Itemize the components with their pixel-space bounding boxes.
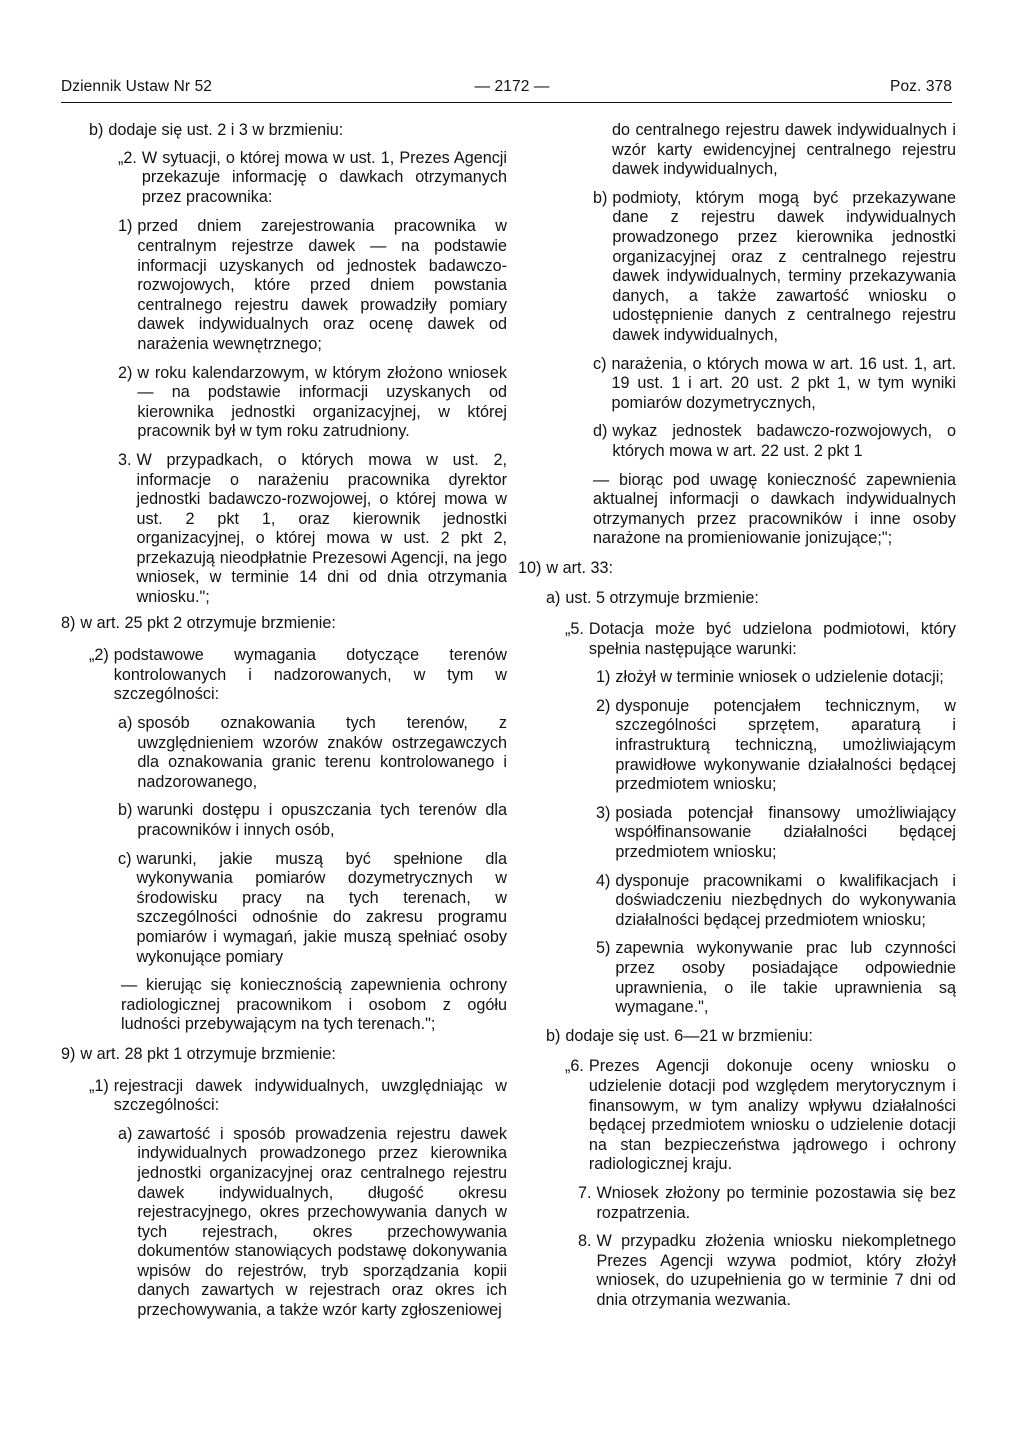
list-item: „5. Dotacja może być udzielona podmiotowi, który spełnia następujące warunki:	[565, 620, 956, 658]
list-item: 7. Wniosek złożony po terminie pozostawia się bez rozpatrzenia.	[578, 1183, 956, 1222]
page-number: — 2172 —	[474, 78, 550, 95]
list-item: 10) w art. 33:	[518, 558, 613, 577]
list-item: a) ust. 5 otrzymuje brzmienie:	[546, 589, 759, 608]
list-item: 1) przed dniem zarejestrowania pracownika w centralnym rejestrze dawek — na podstawie informacji uzyskanych od jednostek badawczo-rozwojowych, które przed dniem powstania centralnego rejestru dawek prowadziły pomiary dawek indywidualnych oraz ocenę dawek od narażenia wewnętrznego;	[118, 217, 507, 353]
paragraph: do centralnego rejestru dawek indywidualnych i wzór karty ewidencyjnej centralnego rejestru dawek indywidualnych,	[612, 121, 956, 179]
header-rule	[61, 102, 952, 103]
list-item: b) dodaje się ust. 6—21 w brzmieniu:	[546, 1026, 813, 1045]
list-item: c) narażenia, o których mowa w art. 16 ust. 1, art. 19 ust. 1 i art. 20 ust. 2 pkt 1, w tym wyniki pomiarów dozymetrycznych,	[593, 354, 956, 412]
position-number: Poz. 378	[890, 78, 952, 95]
list-item: 8. W przypadku złożenia wniosku niekompletnego Prezes Agencji wzywa podmiot, który złożył wniosek, do uzupełnienia go w terminie 7 dni od dnia otrzymania wezwania.	[578, 1232, 956, 1309]
list-item: 2) dysponuje potencjałem technicznym, w szczególności sprzętem, aparaturą i infrastrukturą techniczną, umożliwiającym prawidłowe wykonywanie działalności będącej przedmiotem wniosku;	[596, 696, 956, 794]
list-item: c) warunki, jakie muszą być spełnione dla wykonywania pomiarów dozymetrycznych w środowisku pracy na tych terenach, w szczególności odnośnie do zakresu programu pomiarów i wymagań, jakie muszą spełniać osoby wykonujące pomiary	[118, 849, 507, 966]
list-item: d) wykaz jednostek badawczo-rozwojowych, o których mowa w art. 22 ust. 2 pkt 1	[593, 422, 956, 460]
list-item: „6. Prezes Agencji dokonuje oceny wniosku o udzielenie dotacji pod względem merytorycznym i finansowym, w tym analizy wpływu działalności będącej przedmiotem wniosku o udzielenie dotacji na stan bezpieczeństwa jądrowego i ochrony radiologicznej kraju.	[565, 1057, 956, 1174]
list-item: 3. W przypadkach, o których mowa w ust. 2, informacje o narażeniu pracownika dyrektor jednostki badawczo-rozwojowej, o której mowa w ust. 2 pkt 1, oraz kierownik jednostki organizacyjnej, o której mowa w ust. 2 pkt 2, przekazują nieodpłatnie Prezesowi Agencji, na jego wniosek, w terminie 14 dni od dnia otrzymania wniosku.";	[118, 450, 507, 607]
list-item: 5) zapewnia wykonywanie prac lub czynności przez osoby posiadające odpowiednie uprawnienia, o ile takie uprawnienia są wymagane.",	[596, 939, 956, 1017]
list-item: b) dodaje się ust. 2 i 3 w brzmieniu:	[89, 121, 344, 139]
list-item: 1) złożył w terminie wniosek o udzielenie dotacji;	[596, 668, 944, 687]
list-item: 9) w art. 28 pkt 1 otrzymuje brzmienie:	[61, 1044, 336, 1063]
list-item: b) podmioty, którym mogą być przekazywane dane z rejestru dawek indywidualnych prowadzonego przez kierownika jednostki organizacyjnej oraz z centralnego rejestru dawek indywidualnych, terminy przekazywania danych, a także zawartość wniosku o udostępnienie danych z centralnego rejestru dawek indywidualnych,	[593, 188, 956, 344]
list-item: „2) podstawowe wymagania dotyczące terenów kontrolowanych i nadzorowanych, w tym w szczególności:	[89, 646, 507, 704]
paragraph: — kierując się koniecznością zapewnienia ochrony radiologicznej pracownikom i osobom z ogółu ludności przebywającym na tych terenach.";	[121, 976, 507, 1034]
list-item: b) warunki dostępu i opuszczania tych terenów dla pracowników i innych osób,	[118, 801, 507, 839]
list-item: a) zawartość i sposób prowadzenia rejestru dawek indywidualnych prowadzonego przez kierownika jednostki organizacyjnej oraz centralnego rejestru dawek indywidualnych, długość okresu rejestracyjnego, okres przechowywania danych w tych rejestrach, okres przechowywania dokumentów stanowiących podstawę dokonywania wpisów do rejestrów, tryb sporządzania kopii danych zawartych w rejestrach oraz okres ich przechowywania, a także wzór karty zgłoszeniowej	[118, 1124, 507, 1320]
paragraph: — biorąc pod uwagę konieczność zapewnienia aktualnej informacji o dawkach indywidualnych otrzymanych przez pracowników i inne osoby narażone na promieniowanie jonizujące;";	[593, 470, 956, 548]
list-item: 3) posiada potencjał finansowy umożliwiający współfinansowanie działalności będącej przedmiotem wniosku;	[596, 803, 956, 861]
list-item: „2. W sytuacji, o której mowa w ust. 1, Prezes Agencji przekazuje informację o dawkach otrzymanych przez pracownika:	[118, 148, 507, 206]
list-item: a) sposób oznakowania tych terenów, z uwzględnieniem wzorów znaków ostrzegawczych dla oznakowania granic terenu kontrolowanego i nadzorowanego,	[118, 714, 507, 791]
list-item: „1) rejestracji dawek indywidualnych, uwzględniając w szczególności:	[89, 1076, 507, 1115]
list-item: 2) w roku kalendarzowym, w którym złożono wniosek — na podstawie informacji uzyskanych od kierownika jednostki organizacyjnej, w której pracownik był w tym roku zatrudniony.	[118, 363, 507, 441]
journal-title: Dziennik Ustaw Nr 52	[61, 78, 213, 95]
list-item: 8) w art. 25 pkt 2 otrzymuje brzmienie:	[61, 613, 336, 632]
left-column	[61, 121, 507, 1330]
right-column	[518, 121, 956, 1319]
list-item: 4) dysponuje pracownikami o kwalifikacjach i doświadczeniu niezbędnych do wykonywania działalności będącej przedmiotem wniosku;	[596, 871, 956, 929]
